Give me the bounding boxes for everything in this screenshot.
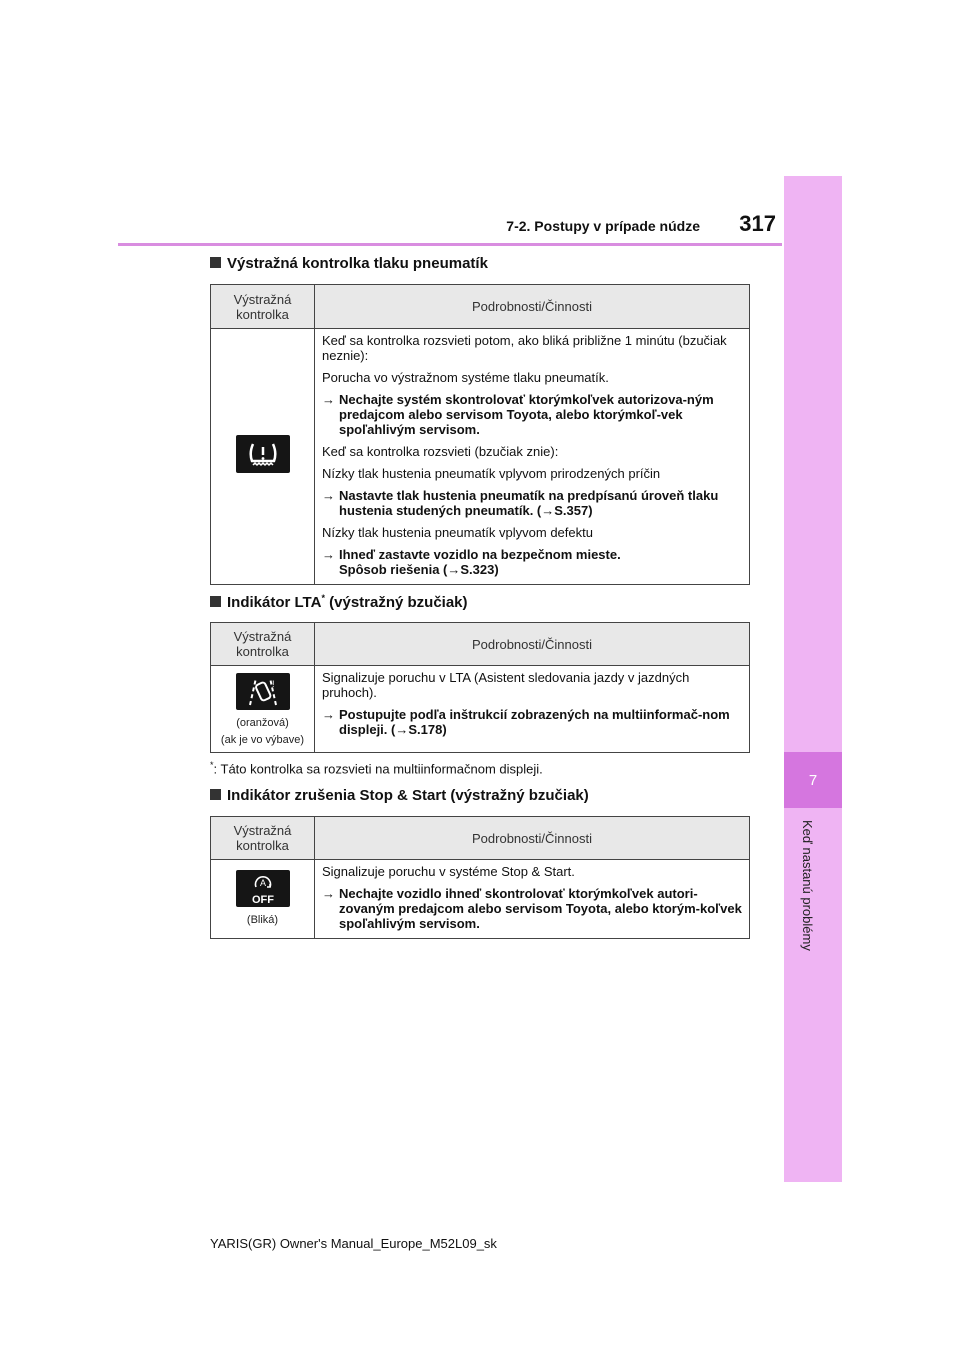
section-heading-stop-start	[210, 787, 589, 804]
detail-text: Nízky tlak hustenia pneumatík vplyvom prirodzených príčin	[322, 466, 661, 481]
icon-cell	[211, 860, 315, 939]
arrow-icon: →	[322, 886, 335, 901]
detail-text: Porucha vo výstražnom systéme tlaku pneumatík.	[322, 370, 609, 385]
icon-cell	[211, 329, 315, 585]
action-text: Nechajte systém skontrolovať ktorýmkoľvek autorizova-ným predajcom alebo servisom Toyota, alebo ktorýmkoľ-vek spoľahlivým servisom.	[339, 392, 714, 437]
action-text: Nastavte tlak hustenia pneumatík na predpísanú úroveň tlaku hustenia studených pneumatík. (→S.357)	[339, 488, 719, 518]
bullet-square-icon	[210, 596, 221, 607]
table-header-warning-light: Výstražná kontrolka	[211, 623, 315, 666]
svg-text:!: !	[271, 679, 275, 689]
page-number: 317	[739, 211, 776, 236]
detail-text: Signalizuje poruchu v systéme Stop & Start.	[322, 864, 575, 879]
section-heading-lta	[210, 593, 468, 611]
reference-link[interactable]: Spôsob riešenia (→S.323)	[339, 562, 499, 577]
stop-start-table	[210, 816, 750, 939]
action-row	[322, 547, 745, 577]
action-row	[322, 707, 745, 737]
section-heading-tire-pressure	[210, 255, 488, 272]
footnote-text: : Táto kontrolka sa rozsvieti na multiinformačnom displeji.	[213, 761, 543, 777]
action-row	[322, 488, 745, 518]
section-title: 7-2. Postupy v prípade núdze	[506, 218, 700, 234]
footnote-marker: *	[321, 593, 325, 603]
footnote-marker: *	[210, 760, 214, 770]
tire-pressure-warning-icon	[236, 435, 290, 473]
details-cell	[315, 666, 750, 753]
arrow-icon: →	[322, 547, 335, 562]
arrow-icon: →	[322, 392, 335, 407]
table-header-details: Podrobnosti/Činnosti	[315, 623, 750, 666]
action-text: Postupujte podľa inštrukcií zobrazených na multiinformač-nom displeji. (→S.178)	[339, 707, 730, 737]
lta-table	[210, 622, 750, 753]
chapter-number-box	[784, 752, 842, 808]
footnote	[210, 760, 543, 776]
icon-cell	[211, 666, 315, 753]
details-cell	[315, 860, 750, 939]
detail-text: Keď sa kontrolka rozsvieti (bzučiak znie):	[322, 444, 559, 459]
heading-text: Indikátor LTA	[227, 594, 322, 611]
chapter-title: Keď nastanú problémy	[800, 820, 815, 951]
detail-text: Signalizuje poruchu v LTA (Asistent sledovania jazdy v jazdných pruhoch).	[322, 670, 690, 700]
lane-tracing-assist-icon	[236, 673, 290, 710]
bullet-square-icon	[210, 257, 221, 268]
icon-off-text: OFF	[251, 893, 274, 906]
icon-letter: A	[259, 877, 266, 888]
detail-text: Nízky tlak hustenia pneumatík vplyvom defektu	[322, 525, 593, 540]
action-row	[322, 392, 745, 437]
chapter-title-container	[800, 820, 826, 980]
action-row	[322, 886, 745, 931]
table-header-warning-light: Výstražná kontrolka	[211, 817, 315, 860]
table-header-details: Podrobnosti/Činnosti	[315, 285, 750, 329]
table-header-details: Podrobnosti/Činnosti	[315, 817, 750, 860]
details-cell	[315, 329, 750, 585]
footer-manual-id: YARIS(GR) Owner's Manual_Europe_M52L09_sk	[210, 1236, 497, 1251]
stop-start-off-icon	[236, 870, 290, 907]
bullet-square-icon	[210, 789, 221, 800]
heading-text: Indikátor zrušenia Stop & Start (výstražný bzučiak)	[227, 787, 589, 804]
tire-pressure-table	[210, 284, 750, 585]
action-text: Ihneď zastavte vozidlo na bezpečnom mieste. Spôsob riešenia (→S.323)	[339, 547, 621, 577]
icon-caption: (oranžová)	[236, 717, 289, 729]
heading-text: Výstražná kontrolka tlaku pneumatík	[227, 255, 488, 272]
arrow-icon: →	[322, 707, 335, 722]
icon-caption: (ak je vo výbave)	[220, 734, 305, 746]
arrow-icon: →	[322, 488, 335, 503]
chapter-number: 7	[808, 771, 818, 789]
icon-caption: (Bliká)	[246, 913, 279, 926]
table-header-warning-light: Výstražná kontrolka	[211, 285, 315, 329]
chapter-side-tab	[784, 176, 842, 1182]
header-divider	[118, 243, 782, 246]
heading-suffix: (výstražný bzučiak)	[324, 594, 468, 611]
detail-text: Keď sa kontrolka rozsvieti potom, ako bliká približne 1 minútu (bzučiak neznie):	[322, 333, 727, 363]
action-text: Nechajte vozidlo ihneď skontrolovať ktorýmkoľvek autori-zovaným predajcom alebo servisom Toyota, alebo ktorým-koľvek spoľahlivým servisom.	[339, 886, 742, 931]
